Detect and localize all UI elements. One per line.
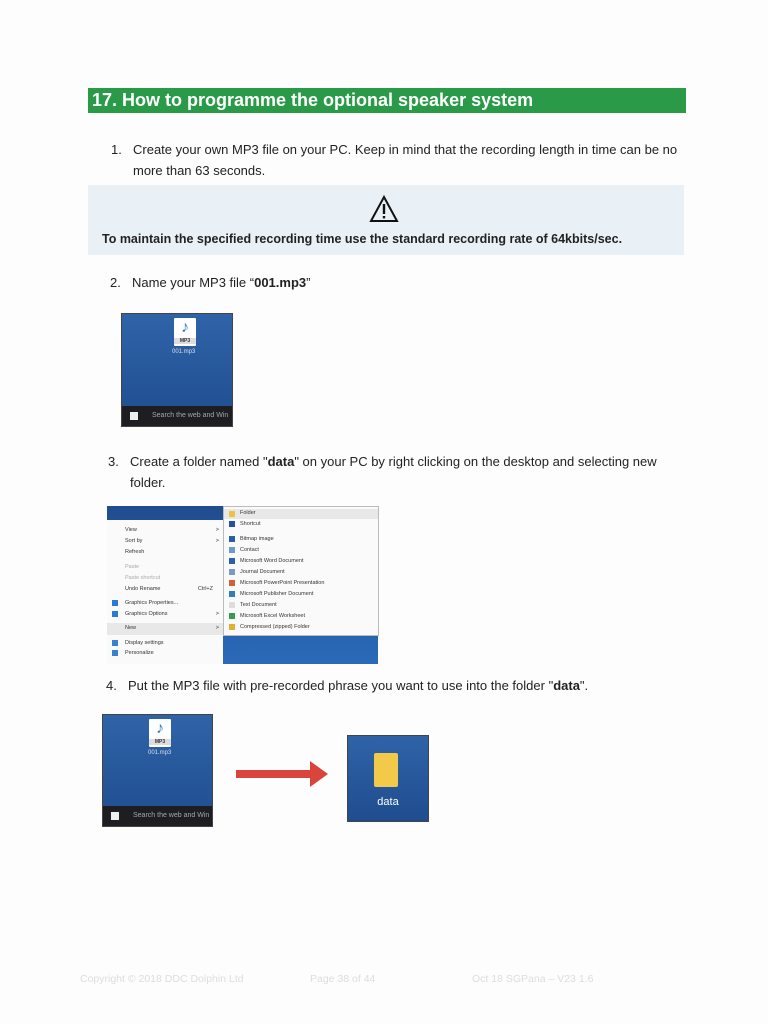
excel-icon	[229, 613, 235, 619]
menu-item-display-settings[interactable]: Display settings	[125, 640, 164, 646]
publisher-icon	[229, 591, 235, 597]
step-number: 1.	[111, 142, 122, 157]
section-heading: 17. How to programme the optional speaker system	[88, 88, 686, 113]
data-folder-screenshot	[347, 735, 429, 822]
file-label: 001.mp3	[172, 349, 196, 355]
submenu-item-contact[interactable]: Contact	[240, 547, 259, 553]
submenu-item-bitmap[interactable]: Bitmap image	[240, 536, 274, 542]
menu-item-sort-by[interactable]: Sort by	[125, 538, 143, 544]
zip-folder-icon	[229, 624, 235, 630]
shortcut-icon	[229, 521, 235, 527]
windows-icon	[130, 412, 138, 420]
bitmap-icon	[229, 536, 235, 542]
chevron-right-icon: >	[215, 538, 219, 544]
copyright-text: Copyright © 2018 DDC Dolphin Ltd	[80, 973, 244, 985]
menu-item-undo-rename[interactable]: Undo Rename	[125, 586, 161, 592]
taskbar	[103, 806, 212, 826]
step-text: Create your own MP3 file on your PC. Keep in mind that the recording length in time can be no more than 63 seconds.	[133, 142, 678, 178]
step-text: Create a folder named "	[130, 454, 268, 469]
search-box: Search the web and Win	[133, 812, 210, 819]
graphics-icon	[112, 611, 118, 617]
mp3-file-icon: ♪ MP3	[174, 318, 196, 346]
page-number: Page 38 of 44	[310, 973, 376, 985]
mp3-file-icon: ♪ MP3	[149, 719, 171, 747]
submenu-item-word[interactable]: Microsoft Word Document	[240, 558, 304, 564]
submenu-item-text[interactable]: Text Document	[240, 602, 277, 608]
submenu-item-powerpoint[interactable]: Microsoft PowerPoint Presentation	[240, 580, 325, 586]
submenu-item-shortcut[interactable]: Shortcut	[240, 521, 261, 527]
journal-icon	[229, 569, 235, 575]
new-submenu	[223, 506, 379, 636]
text-document-icon	[229, 602, 235, 608]
step-2	[110, 272, 311, 293]
taskbar	[122, 406, 232, 426]
windows-icon	[111, 812, 119, 820]
step-number: 4.	[106, 678, 117, 693]
folder-name: data	[553, 678, 580, 693]
folder-icon	[229, 511, 235, 517]
chevron-right-icon: >	[215, 625, 219, 631]
desktop-screenshot-1	[121, 313, 233, 427]
menu-item-refresh[interactable]: Refresh	[125, 549, 145, 555]
step-text: Name your MP3 file “	[132, 275, 255, 290]
warning-text: To maintain the specified recording time use the standard recording rate of 64kbits/sec.	[102, 232, 623, 246]
search-box: Search the web and Win	[152, 412, 229, 419]
menu-item-new[interactable]: New	[125, 625, 137, 631]
menu-item-view[interactable]: View	[125, 527, 137, 533]
version-text: Oct 18 SGPana – V23 1.6	[472, 973, 594, 985]
step-1	[111, 139, 688, 181]
menu-item-personalize[interactable]: Personalize	[125, 650, 154, 656]
step-number: 3.	[108, 454, 119, 469]
step-text: " on your PC by right clicking on the desktop and selecting new folder.	[130, 454, 657, 490]
menu-item-graphics-options[interactable]: Graphics Options	[125, 611, 168, 617]
step-4	[106, 675, 589, 696]
menu-item-paste: Paste	[125, 564, 140, 570]
word-icon	[229, 558, 235, 564]
step-text: ”	[306, 275, 311, 290]
step-number: 2.	[110, 275, 121, 290]
folder-label: data	[377, 796, 399, 808]
submenu-item-folder[interactable]: Folder	[240, 510, 256, 516]
submenu-item-journal[interactable]: Journal Document	[240, 569, 285, 575]
chevron-right-icon: >	[215, 527, 219, 533]
powerpoint-icon	[229, 580, 235, 586]
desktop-screenshot-2	[102, 714, 213, 827]
step-3	[108, 451, 690, 493]
file-label: 001.mp3	[148, 750, 172, 756]
warning-triangle-icon	[369, 195, 399, 223]
graphics-icon	[112, 600, 118, 606]
menu-item-graphics-properties[interactable]: Graphics Properties...	[125, 600, 179, 606]
warning-box	[88, 185, 684, 255]
folder-icon	[374, 753, 398, 787]
step-text: Put the MP3 file with pre-recorded phrase you want to use into the folder "	[128, 678, 554, 693]
context-menu-screenshot	[107, 506, 378, 664]
folder-name: data	[267, 454, 295, 469]
context-menu	[107, 520, 223, 664]
contact-icon	[229, 547, 235, 553]
submenu-item-excel[interactable]: Microsoft Excel Worksheet	[240, 613, 306, 619]
submenu-item-publisher[interactable]: Microsoft Publisher Document	[240, 591, 314, 597]
step-text: ".	[579, 678, 589, 693]
chevron-right-icon: >	[215, 611, 219, 617]
file-name: 001.mp3	[254, 275, 307, 290]
display-icon	[112, 640, 118, 646]
submenu-item-zip[interactable]: Compressed (zipped) Folder	[240, 624, 310, 630]
shortcut-label: Ctrl+Z	[197, 586, 213, 592]
personalize-icon	[112, 650, 118, 656]
right-arrow-icon	[236, 760, 330, 788]
menu-item-paste-shortcut: Paste shortcut	[125, 575, 161, 581]
